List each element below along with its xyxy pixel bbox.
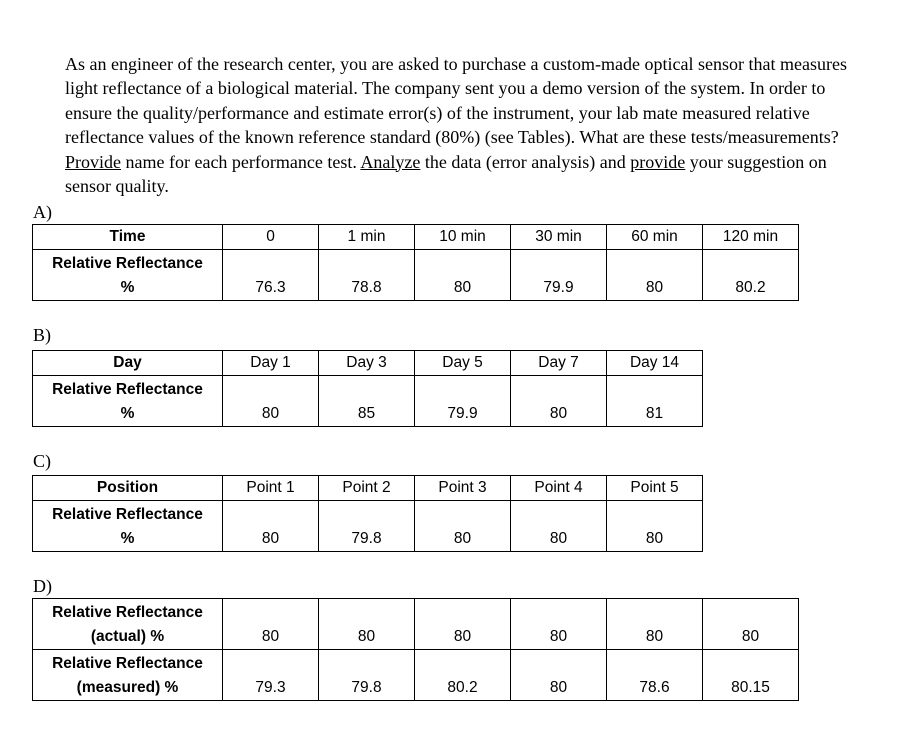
table-c-value-cell: 80 [607,501,703,552]
statement-text-2: name for each performance test. [121,151,361,172]
table-c-value-cell: 80 [223,501,319,552]
table-d-actual-row [33,599,799,650]
table-a-value-cell: 80.2 [703,250,799,301]
table-a-header-cell: 60 min [607,225,703,250]
table-b-header-cell: Day 3 [319,351,415,376]
table-d-actual-cell: 80 [415,599,511,650]
table-b-header-label: Day [33,351,223,376]
table-c-header-cell: Point 1 [223,476,319,501]
section-d-label: D) [33,576,52,596]
table-c-header-cell: Point 5 [607,476,703,501]
statement-text-1: As an engineer of the research center, you are asked to purchase a custom-made optical sensor that measures light reflectance of a biological material. The company sent you a demo version of the system. In order to ensure the quality/performance and estimate error(s) of the instrument, your lab mate measured relative reflectance values of the known reference standard (80%) (see Tables). What are these tests/measurements? [65,54,847,148]
table-a-value-cell: 78.8 [319,250,415,301]
section-a-label: A) [33,202,52,222]
table-d-actual-label: Relative Reflectance (actual) % [33,599,223,650]
problem-statement [65,52,865,198]
table-d-actual-cell: 80 [511,599,607,650]
table-d-measured-cell: 78.6 [607,650,703,701]
table-d-measured-cell: 80.15 [703,650,799,701]
table-b-row-label: Relative Reflectance % [33,376,223,427]
table-d-actual-cell: 80 [223,599,319,650]
table-d-actual-cell: 80 [607,599,703,650]
table-c-header-label: Position [33,476,223,501]
table-a-header-cell: 120 min [703,225,799,250]
table-c-header-cell: Point 2 [319,476,415,501]
table-a-header-cell: 1 min [319,225,415,250]
table-b-day [32,350,703,427]
table-a-value-cell: 80 [607,250,703,301]
statement-text-3: the data (error analysis) and [420,151,631,172]
table-d-measured-cell: 80 [511,650,607,701]
table-b-header-cell: Day 1 [223,351,319,376]
table-c-header-cell: Point 3 [415,476,511,501]
table-c-header-row [33,476,703,501]
provide-emphasis-2: provide [630,151,686,172]
table-a-header-row [33,225,799,250]
table-b-value-cell: 81 [607,376,703,427]
table-d-accuracy [32,598,799,701]
table-c-value-cell: 80 [415,501,511,552]
section-c-label: C) [33,451,51,471]
table-d-measured-cell: 80.2 [415,650,511,701]
table-d-measured-cell: 79.3 [223,650,319,701]
table-a-header-cell: 0 [223,225,319,250]
table-b-value-cell: 79.9 [415,376,511,427]
section-b-label: B) [33,325,51,345]
statement-text-4: your suggestion on sensor quality. [65,151,827,197]
table-a-value-cell: 76.3 [223,250,319,301]
table-a-header-cell: 30 min [511,225,607,250]
table-b-header-cell: Day 7 [511,351,607,376]
table-b-header-cell: Day 14 [607,351,703,376]
table-c-value-cell: 79.8 [319,501,415,552]
table-a-value-row [33,250,799,301]
table-d-measured-label: Relative Reflectance (measured) % [33,650,223,701]
table-a-row-label: Relative Reflectance % [33,250,223,301]
table-c-row-label: Relative Reflectance % [33,501,223,552]
table-b-value-cell: 80 [223,376,319,427]
table-a-header-cell: 10 min [415,225,511,250]
table-b-value-row [33,376,703,427]
table-d-actual-cell: 80 [703,599,799,650]
table-a-time [32,224,799,301]
table-a-header-label: Time [33,225,223,250]
table-b-header-row [33,351,703,376]
table-b-value-cell: 85 [319,376,415,427]
table-d-measured-cell: 79.8 [319,650,415,701]
table-b-value-cell: 80 [511,376,607,427]
table-a-value-cell: 80 [415,250,511,301]
table-c-value-cell: 80 [511,501,607,552]
table-c-header-cell: Point 4 [511,476,607,501]
provide-emphasis-1: Provide [65,151,121,172]
table-c-value-row [33,501,703,552]
table-a-value-cell: 79.9 [511,250,607,301]
table-d-measured-row [33,650,799,701]
table-b-header-cell: Day 5 [415,351,511,376]
table-c-position [32,475,703,552]
table-d-actual-cell: 80 [319,599,415,650]
analyze-emphasis: Analyze [360,151,421,172]
